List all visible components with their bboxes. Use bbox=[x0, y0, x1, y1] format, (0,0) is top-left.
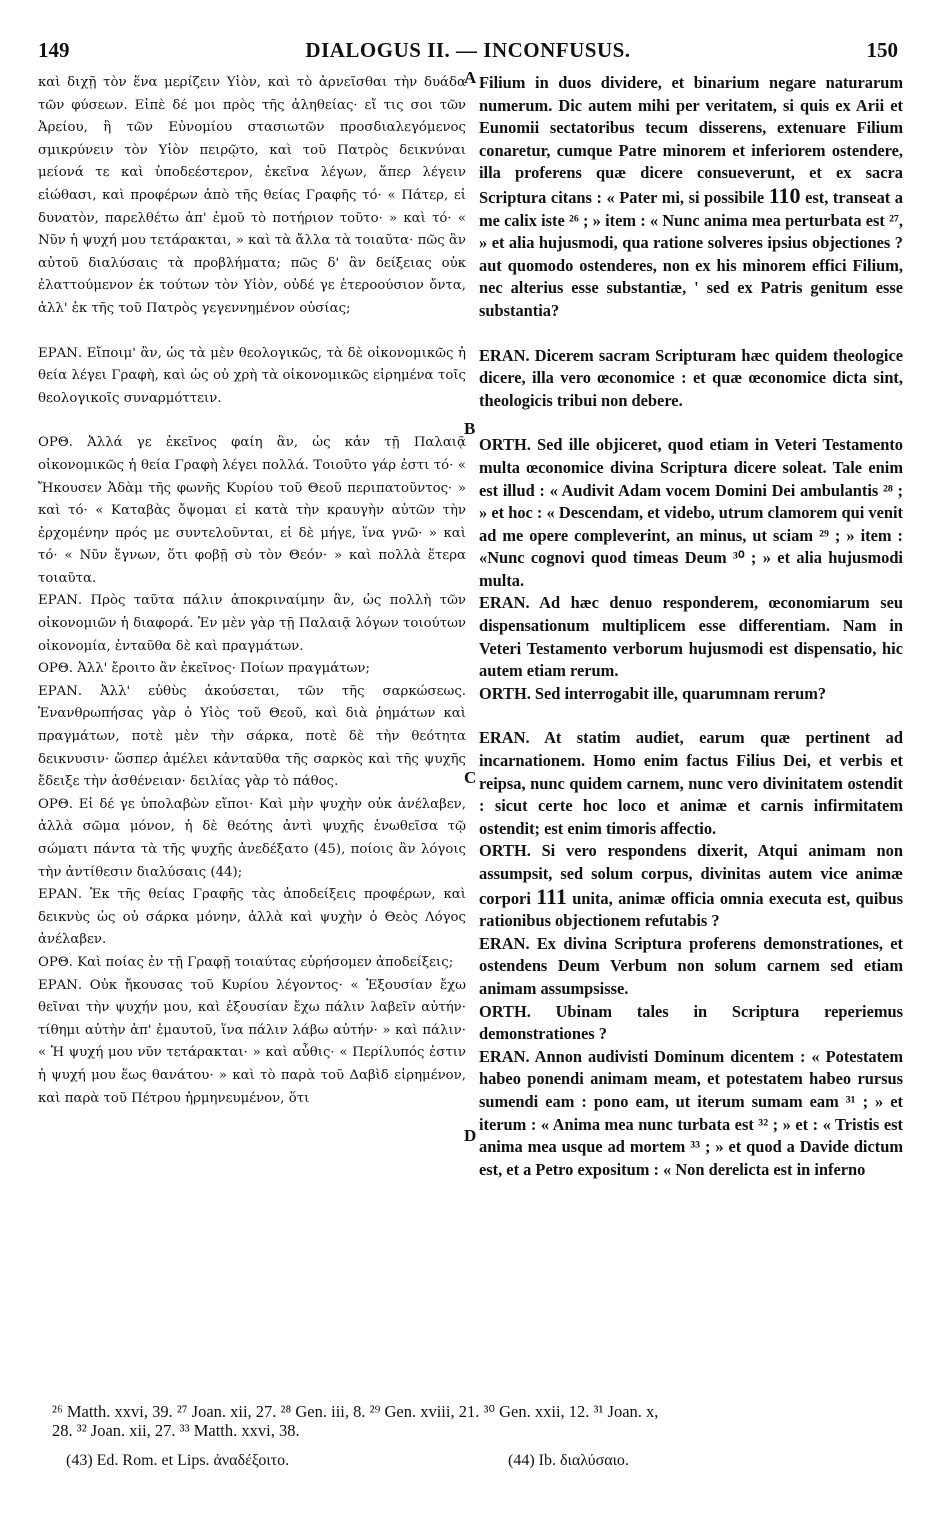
latin-paragraph bbox=[479, 72, 903, 323]
greek-paragraph: ΟΡΘ. Ἀλλά γε ἐκεῖνος φαίη ἂν, ὡς κἀν τῇ Παλαιᾷ οἰκονομικῶς ἡ θεία Γραφὴ λέγει πολλά. Τοιοῦτο γάρ ἐστι τό· « Ἤκουσεν Ἀδὰμ τῆς φωνῆς Κυρίου τοῦ Θεοῦ περιπατοῦντος· » καὶ τό· « Καταβὰς ὄψομαι εἰ κατὰ τὴν κραυγὴν αὐτῶν τὴν ἐρχομένην πρός με συντελοῦνται, εἰ δὲ μήγε, ἵνα γνῶ· » καὶ τό· « Νῦν ἔγνων, ὅτι φοβῇ σὺ τὸν Θεόν· » καὶ πολλὰ ἕτερα τοιαῦτα. bbox=[38, 435, 466, 586]
latin-paragraph: ERAN. At statim audiet, earum quæ pertinent ad incarnationem. Homo enim factus Filius Dei, et verbis et reipsa, nunc quidem carnem, nunc vero divinitatem ostendit : sicut certe hoc loco et animæ et carnis infirmitatem ostendit; est enim timoris affectio. bbox=[479, 728, 903, 838]
margin-marker-c: C bbox=[464, 768, 477, 787]
latin-text: est, transeat a me calix iste ²⁶ ; » item : « Nunc anima mea perturbata est ²⁷, » et alia hujusmodi, qua ratione solveres ipsius objectiones ? aut quomodo ostenderes, non ex his minorem effici Filium, nec alterius esse substantiæ, ' sed ex Patris genitum esse substantia? bbox=[479, 187, 903, 320]
greek-paragraph: ΕΡΑΝ. Πρὸς ταῦτα πάλιν ἀποκριναίμην ἂν, ὡς πολλὴ τῶν οἰκονομιῶν ἡ διαφορά. Ἐν μὲν γὰρ τῇ Παλαιᾷ λόγων τοιούτων οἰκονομία, ἐνταῦθα δὲ καὶ πραγμάτων. bbox=[38, 593, 466, 654]
margin-marker-a: A bbox=[464, 68, 477, 87]
page-number-right: 150 bbox=[866, 38, 898, 62]
latin-paragraph: ORTH. Sed ille objiceret, quod etiam in Veteri Testamento multa œconomice divina Scriptura dicere soleat. Tale enim est illud : « Audivit Adam vocem Domini Dei ambulantis ²⁸ ; » et hoc : « Descendam, et videbo, utrum clamorem qui venit ad me opere compleverint, an minus, ut sciam ²⁹ ; » item : «Nunc cognovi quod timeas Deum ³⁰ ; » et alia hujusmodi multa. bbox=[479, 435, 903, 590]
running-header bbox=[38, 38, 898, 68]
latin-paragraph: ORTH. Sed interrogabit ille, quarumnam rerum? bbox=[479, 683, 827, 703]
editorial-note-right: (44) Ib. διαλύσαιο. bbox=[508, 1452, 629, 1469]
latin-paragraph: ERAN. Ad hæc denuo responderem, œconomiarum seu dispensationum multiplicem esse differentiam. Nam in Veteri Testamento verborum hujusmodi est dispensatio, hic autem etiam rerum. bbox=[479, 593, 903, 681]
footnote-line: ²⁶ Matth. xxvi, 39. ²⁷ Joan. xii, 27. ²⁸ Gen. iii, 8. ²⁹ Gen. xviii, 21. ³⁰ Gen. xxii, 12. ³¹ Joan. x, bbox=[52, 1402, 659, 1421]
greek-paragraph: ΕΡΑΝ. Ἐκ τῆς θείας Γραφῆς τὰς ἀποδείξεις προφέρων, καὶ δεικνὺς ὡς οὐ σάρκα μόνην, ἀλλὰ καὶ ψυχὴν ὁ Θεὸς Λόγος ἀνέλαβεν. bbox=[38, 887, 466, 948]
greek-paragraph: ΟΡΘ. Ἀλλ' ἔροιτο ἂν ἐκεῖνος· Ποίων πραγμάτων; bbox=[38, 661, 370, 677]
running-title: DIALOGUS II. — INCONFUSUS. bbox=[305, 38, 631, 62]
latin-paragraph: ERAN. Annon audivisti Dominum dicentem : « Potestatem habeo ponendi animam meam, et potestatem habeo rursus sumendi eam : pono eam, ut iterum sumam eam ³¹ ; » et iterum : « Anima mea nunc turbata est ³² ; » et : « Tristis est anima mea usque ad mortem ³³ ; » et quod a Davide dictum est, et a Petro expositum : « Non derelicta est in inferno bbox=[479, 1046, 903, 1179]
greek-paragraph: ΟΡΘ. Καὶ ποίας ἐν τῇ Γραφῇ τοιαύτας εὑρήσομεν ἀποδείξεις; bbox=[38, 954, 454, 970]
page-number-left: 149 bbox=[38, 38, 70, 62]
footnotes bbox=[52, 1402, 898, 1440]
greek-paragraph: καὶ διχῇ τὸν ἕνα μερίζειν Υἱὸν, καὶ τὸ ἀρνεῖσθαι τὴν δυάδα τῶν φύσεων. Εἰπὲ δέ μοι πρὸς τῆς ἀληθείας· εἴ τις σοι τῶν Ἀρείου, ἢ τῶν Εὐνομίου στασιωτῶν προσδιαλεγόμενος σμικρύνειν τὸν Υἱὸν πειρῷτο, καὶ τοῦ Πατρὸς δεικνύναι μείονά τε καὶ ὑποδεέστερον, ἐκεῖνα λέγων, ἅπερ λέγειν εἰώθασι, καὶ προφέρων ἀπὸ τῆς θείας Γραφῆς τό· « Πάτερ, εἰ δυνατὸν, παρελθέτω ἀπ' ἐμοῦ τὸ ποτήριον τοῦτο· » καὶ τό· « Νῦν ἡ ψυχή μου τετάρακται, » καὶ τὰ ἄλλα τὰ τοιαῦτα· πῶς ἂν αὐτοῦ διαλύσαις τὰ προβλήματα; πῶς δ' ἂν δείξειας οὐκ ἐλαττούμενον ἐκ τούτων τὸν Υἱὸν, οὐδέ γε ἑτεροούσιον ὄντα, ἀλλ' ἐκ τῆς τοῦ Πατρὸς γεγεννημένον οὐσίας; bbox=[38, 75, 466, 316]
inline-page-number: 110 bbox=[768, 182, 801, 208]
latin-paragraph bbox=[479, 840, 903, 932]
greek-paragraph: ΕΡΑΝ. Οὐκ ἤκουσας τοῦ Κυρίου λέγοντος· « Ἐξουσίαν ἔχω θεῖναι τὴν ψυχήν μου, καὶ ἐξουσίαν ἔχω πάλιν λαβεῖν αὐτήν· τίθημι αὐτὴν ἀπ' ἐμαυτοῦ, ἵνα πάλιν λάβω αὐτήν· » καὶ πάλιν· « Ἡ ψυχή μου νῦν τετάρακται· » καὶ αὖθις· « Περίλυπός ἐστιν ἡ ψυχή μου ἕως θανάτου· » καὶ τὸ παρὰ τοῦ Δαβὶδ εἰρημένον, καὶ παρὰ τοῦ Πέτρου ἡρμηνευμένον, ὅτι bbox=[38, 977, 466, 1106]
greek-paragraph: ΕΡΑΝ. Εἴποιμ' ἂν, ὡς τὰ μὲν θεολογικῶς, τὰ δὲ οἰκονομικῶς ἡ θεία λέγει Γραφὴ, καὶ ὡς οὐ χρὴ τὰ οἰκονομικῶς εἰρημένα τοῖς θεολογικοῖς συναρμόττειν. bbox=[38, 345, 466, 406]
latin-column bbox=[479, 72, 903, 1181]
greek-column bbox=[38, 72, 466, 1110]
editorial-note-left: (43) Ed. Rom. et Lips. ἀναδέξοιτο. bbox=[66, 1452, 290, 1469]
footnote-line: 28. ³² Joan. xii, 27. ³³ Matth. xxvi, 38. bbox=[52, 1421, 300, 1440]
margin-marker-d: D bbox=[464, 1126, 477, 1145]
latin-paragraph: ERAN. Ex divina Scriptura proferens demonstrationes, et ostendens Deum Verbum non solum carnem sed etiam animam assumpsisse. bbox=[479, 933, 903, 998]
inline-page-number: 111 bbox=[536, 883, 567, 909]
latin-text: ORTH. Si vero respondens dixerit, Atqui animam non assumpsit, sed solum corpus, divinitas autem vice animæ corpori bbox=[479, 841, 903, 908]
latin-text: Filium in duos dividere, et binarium negare naturarum numerum. Dic autem mihi per veritatem, si quis ex Arii et Eunomii sectatoribus tecum disserens, extenuare Filium conaretur, cumque Patre minorem et inferiorem ostendere, illa proferens quæ dicere consueverunt, et ex sacra Scriptura citans : « Pater mi, si possibile bbox=[479, 73, 903, 207]
greek-paragraph: ΟΡΘ. Εἰ δέ γε ὑπολαβὼν εἴποι· Καὶ μὴν ψυχὴν οὐκ ἀνέλαβεν, ἀλλὰ σῶμα μόνον, ἡ δὲ θεότης ἀντὶ ψυχῆς ἑνωθεῖσα τῷ σώματι πάντα τὰ τῆς ψυχῆς ἀνεδέξατο (45), ποίοις ἂν λόγοις τὴν ἀντίθεσιν διαλύσαις (44); bbox=[38, 796, 466, 880]
margin-marker-b: B bbox=[464, 419, 476, 438]
greek-paragraph: ΕΡΑΝ. Ἀλλ' εὐθὺς ἀκούσεται, τῶν τῆς σαρκώσεως. Ἐνανθρωπήσας γὰρ ὁ Υἱὸς τοῦ Θεοῦ, καὶ διὰ ῥημάτων καὶ πραγμάτων, ποτὲ μὲν τὴν σάρκα, ποτὲ δὲ τὴν θεότητα δεικνυσιν· ὥσπερ ἀμέλει κἀνταῦθα τῆς σαρκὸς καὶ τῆς ψυχῆς ἔδειξε τὴν ἀσθένειαν· δειλίας γὰρ τὸ πάθος. bbox=[38, 683, 466, 790]
latin-text: unita, animæ officia omnia executa est, quibus rationibus objectionem refutabis ? bbox=[479, 888, 903, 931]
latin-paragraph: ORTH. Ubinam tales in Scriptura reperiemus demonstrationes ? bbox=[479, 1001, 903, 1044]
latin-paragraph: ERAN. Dicerem sacram Scripturam hæc quidem theologice dicere, illa vero œconomice : et quæ œconomice dicta sint, theologicis tribui non debere. bbox=[479, 345, 903, 410]
